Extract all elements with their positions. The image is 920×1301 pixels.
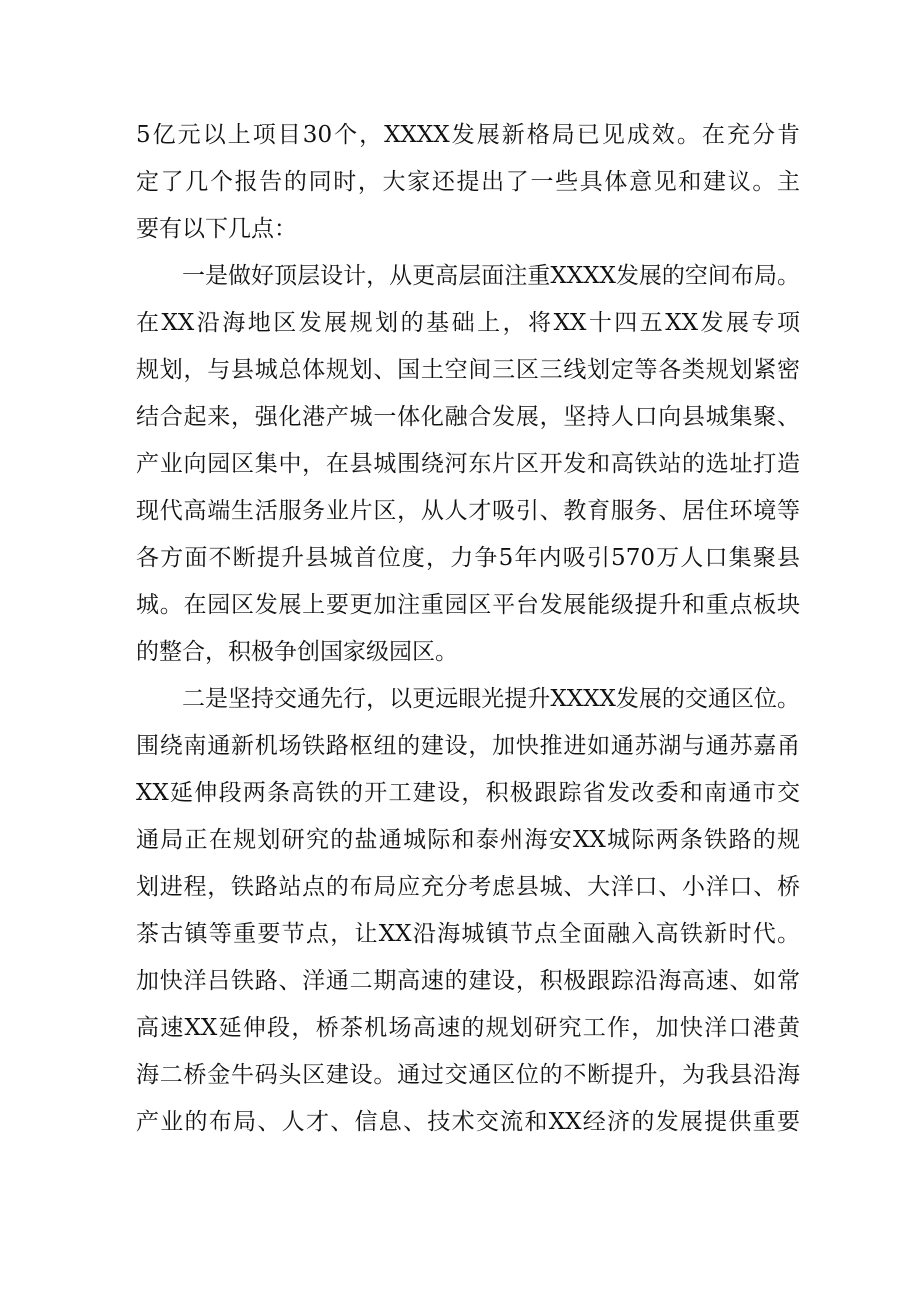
text-line: 规划，与县城总体规划、国土空间三区三线划定等各类规划紧密: [136, 357, 800, 383]
text-line: 高速XX延伸段，桥茶机场高速的规划研究工作，加快洋口港黄: [136, 1015, 800, 1041]
text-line: 在XX沿海地区发展规划的基础上，将XX十四五XX发展专项: [136, 310, 800, 336]
text-line: 围绕南通新机场铁路枢纽的建设，加快推进如通苏湖与通苏嘉甬: [136, 733, 800, 759]
text-line: 加快洋吕铁路、洋通二期高速的建设，积极跟踪沿海高速、如常: [136, 968, 800, 994]
text-line: 城。在园区发展上要更加注重园区平台发展能级提升和重点板块: [136, 592, 800, 618]
text-line: 产业向园区集中，在县城围绕河东片区开发和高铁站的选址打造: [136, 451, 800, 477]
paragraph-heading-one: 一是做好顶层设计，从更高层面注重XXXX发展的空间布局。: [182, 263, 800, 289]
text-line: 的整合，积极争创国家级园区。: [136, 639, 458, 665]
text-line: 5亿元以上项目30个，XXXX发展新格局已见成效。在充分肯: [136, 122, 800, 148]
text-line: 产业的布局、人才、信息、技术交流和XX经济的发展提供重要: [136, 1109, 800, 1135]
paragraph-heading-two: 二是坚持交通先行，以更远眼光提升XXXX发展的交通区位。: [182, 686, 800, 712]
text-line: 现代高端生活服务业片区，从人才吸引、教育服务、居住环境等: [136, 498, 800, 524]
text-line: 要有以下几点：: [136, 216, 297, 242]
text-line: 结合起来，强化港产城一体化融合发展，坚持人口向县城集聚、: [136, 404, 800, 430]
text-line: XX延伸段两条高铁的开工建设，积极跟踪省发改委和南通市交: [136, 780, 800, 806]
text-line: 划进程，铁路站点的布局应充分考虑县城、大洋口、小洋口、桥: [136, 874, 800, 900]
text-line: 各方面不断提升县城首位度，力争5年内吸引570万人口集聚县: [136, 545, 800, 571]
document-body: [136, 112, 800, 1146]
text-line: 海二桥金牛码头区建设。通过交通区位的不断提升，为我县沿海: [136, 1062, 800, 1088]
text-line: 通局正在规划研究的盐通城际和泰州海安XX城际两条铁路的规: [136, 827, 800, 853]
text-line: 茶古镇等重要节点，让XX沿海城镇节点全面融入高铁新时代。: [136, 921, 800, 947]
text-line: 定了几个报告的同时，大家还提出了一些具体意见和建议。主: [136, 169, 800, 195]
